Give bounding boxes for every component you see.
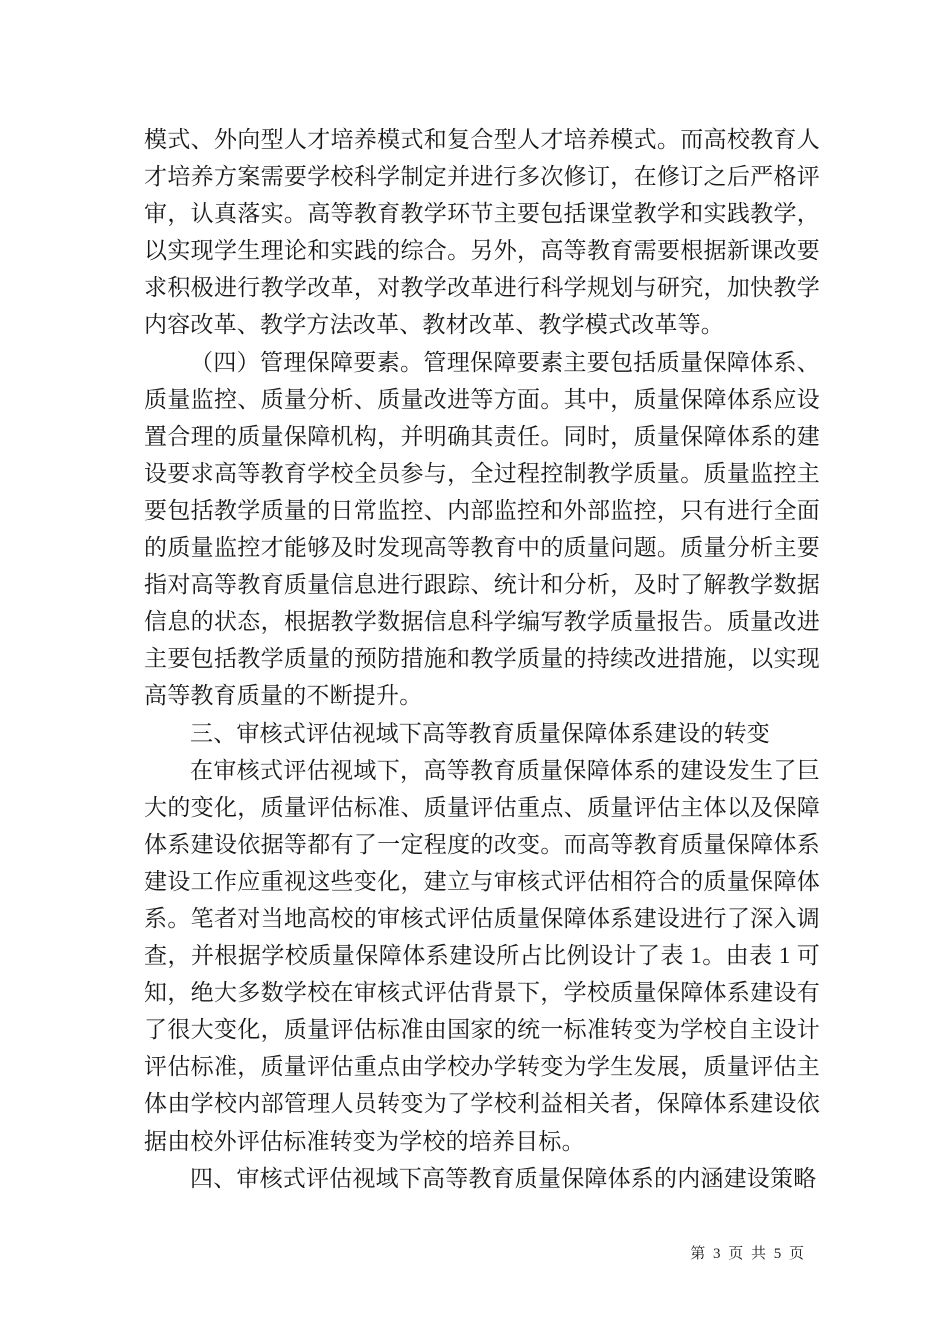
page-number-label: 第 3 页 共 5 页	[690, 1246, 806, 1262]
heading-section-four: 四、审核式评估视域下高等教育质量保障体系的内涵建设策略	[190, 1165, 817, 1191]
heading-section-three: 三、审核式评估视域下高等教育质量保障体系建设的转变	[190, 720, 770, 746]
paragraph-section-three: 在审核式评估视域下，高等教育质量保障体系的建设发生了巨大的变化，质量评估标准、质量评估重点、质量评估主体以及保障体系建设依据等都有了一定程度的改变。而高等教育质量保障体系建设工作应重视这些变化，建立与审核式评估相符合的质量保障体系。笔者对当地高校的审核式评估质量保障体系建设进行了深入调查，并根据学校质量保障体系建设所占比例设计了表 1。由表 1 可知，绝大多数学校在审核式评估背景下，学校质量保障体系建设有了很大变化，质量评估标准由国家的统一标准转变为学校自主设计评估标准，质量评估重点由学校办学转变为学生发展，质量评估主体由学校内部管理人员转变为了学校利益相关者，保障体系建设依据由校外评估标准转变为学校的培养目标。	[144, 757, 820, 1154]
paragraph-continuation: 模式、外向型人才培养模式和复合型人才培养模式。而高校教育人才培养方案需要学校科学制定并进行多次修订，在修订之后严格评审，认真落实。高等教育教学环节主要包括课堂教学和实践教学，以实现学生理论和实践的综合。另外，高等教育需要根据新课改要求积极进行教学改革，对教学改革进行科学规划与研究，加快教学内容改革、教学方法改革、教材改革、教学模式改革等。	[144, 127, 820, 338]
document-body	[144, 121, 820, 1197]
paragraph-item-four: （四）管理保障要素。管理保障要素主要包括质量保障体系、质量监控、质量分析、质量改进等方面。其中，质量保障体系应设置合理的质量保障机构，并明确其责任。同时，质量保障体系的建设要求高等教育学校全员参与，全过程控制教学质量。质量监控主要包括教学质量的日常监控、内部监控和外部监控，只有进行全面的质量监控才能够及时发现高等教育中的质量问题。质量分析主要指对高等教育质量信息进行跟踪、统计和分析，及时了解教学数据信息的状态，根据教学数据信息科学编写教学质量报告。质量改进主要包括教学质量的预防措施和教学质量的持续改进措施，以实现高等教育质量的不断提升。	[144, 349, 820, 709]
